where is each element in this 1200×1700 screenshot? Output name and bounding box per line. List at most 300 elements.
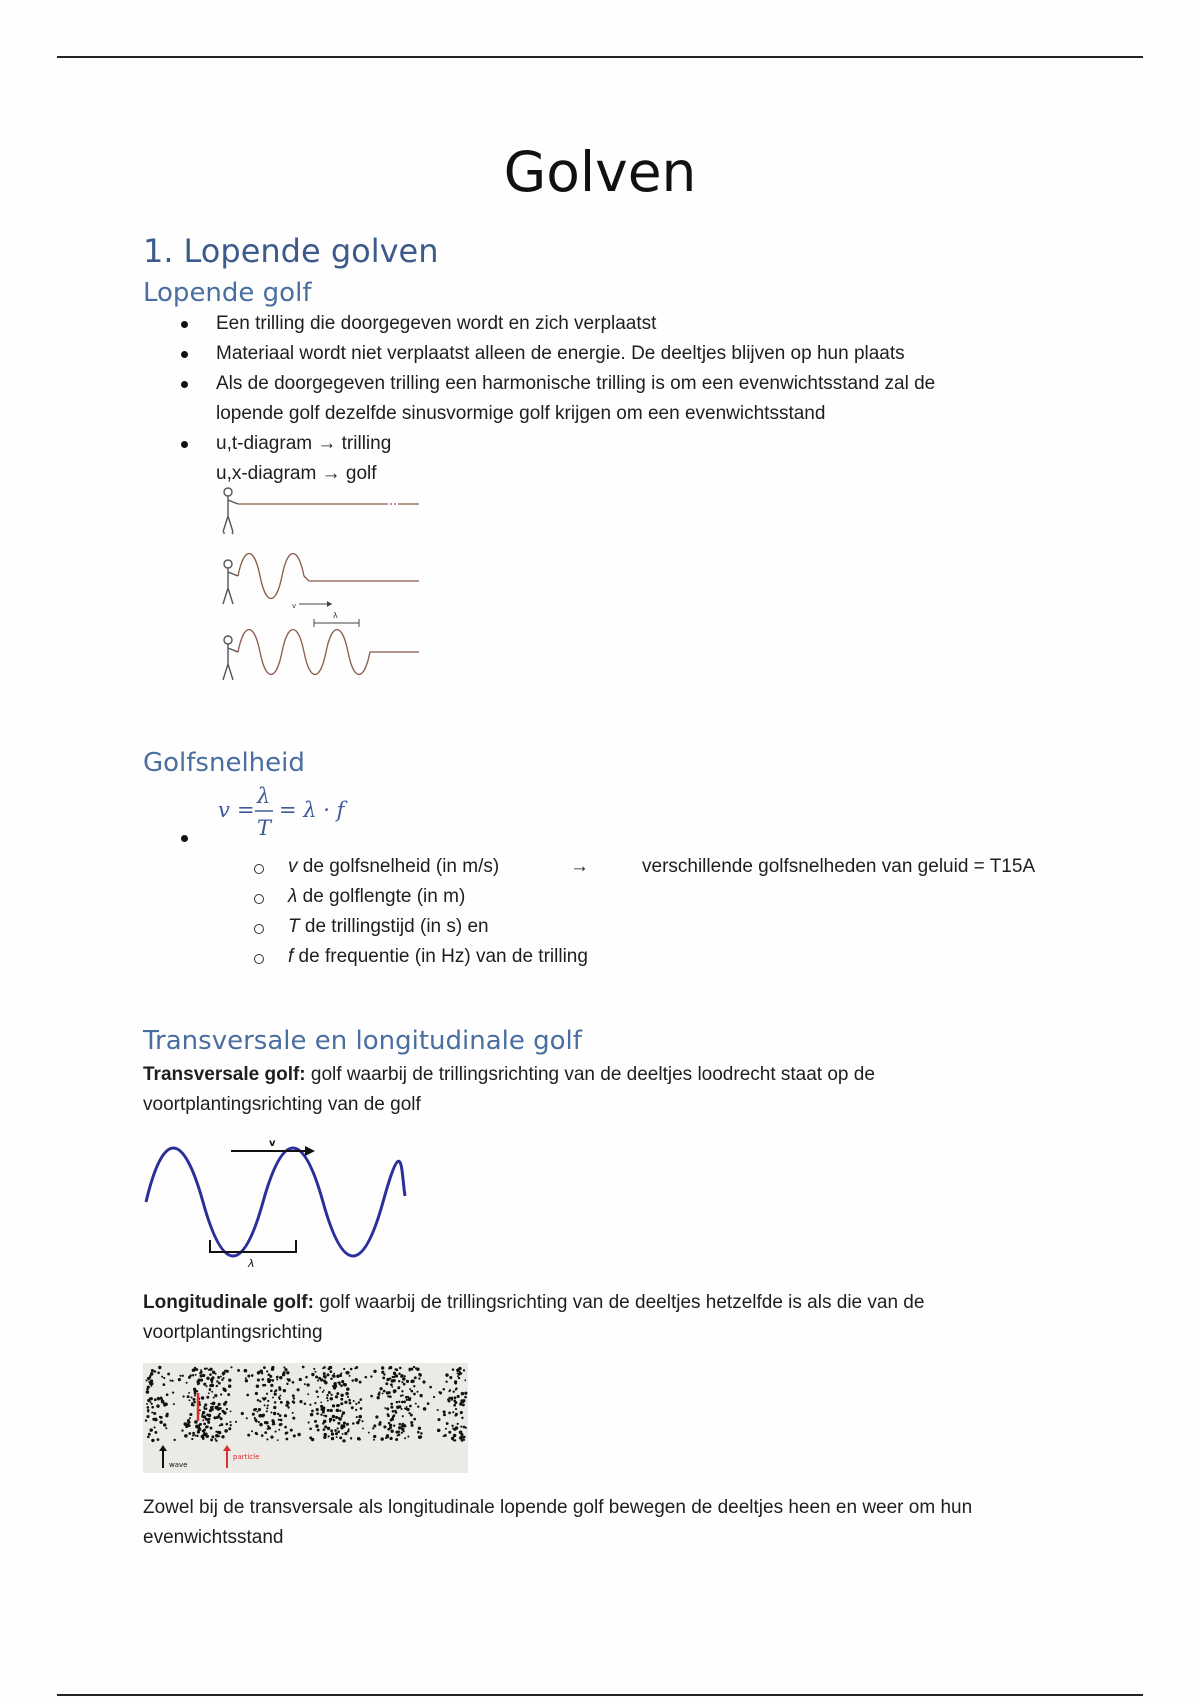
- particle-dot: [309, 1427, 312, 1430]
- particle-dot: [352, 1422, 355, 1425]
- particle-dot: [443, 1410, 446, 1413]
- particle-dot: [257, 1399, 260, 1402]
- particle-dot: [207, 1421, 210, 1424]
- particle-dot: [341, 1380, 344, 1383]
- particle-dot: [337, 1404, 340, 1407]
- list-item: f de frequentie (in Hz) van de trilling: [250, 942, 1150, 972]
- particle-dot: [323, 1366, 326, 1369]
- particle-dot: [445, 1373, 448, 1376]
- particle-dot: [340, 1394, 343, 1397]
- particle-dot: [287, 1378, 290, 1381]
- particle-dot: [337, 1427, 339, 1429]
- particle-dot: [310, 1413, 314, 1417]
- particle-dot: [202, 1419, 204, 1421]
- particle-dot: [323, 1433, 326, 1436]
- particle-dot: [459, 1431, 463, 1435]
- particle-dot: [454, 1396, 457, 1399]
- particle-dot: [327, 1427, 330, 1430]
- particle-dot: [290, 1429, 293, 1432]
- particle-dot: [372, 1427, 374, 1429]
- particle-dot: [278, 1429, 280, 1431]
- particle-dot: [329, 1366, 332, 1369]
- particle-dot: [292, 1381, 295, 1384]
- particle-dot: [146, 1415, 149, 1418]
- particle-dot: [147, 1436, 150, 1439]
- particle-dot: [356, 1421, 360, 1425]
- particle-dot: [324, 1381, 327, 1384]
- particle-dot: [419, 1435, 422, 1438]
- particle-dot: [196, 1435, 198, 1437]
- particle-dot: [311, 1373, 314, 1376]
- formula-v: v: [218, 798, 230, 822]
- list-item: T de trillingstijd (in s) en: [250, 912, 1150, 942]
- particle-dot: [182, 1395, 184, 1397]
- particle-dot: [392, 1410, 395, 1413]
- particle-dot: [437, 1418, 440, 1421]
- particle-dot: [377, 1393, 380, 1396]
- particle-dot: [391, 1386, 393, 1388]
- particle-dot: [297, 1433, 301, 1437]
- particle-dot: [256, 1385, 259, 1388]
- particle-dot: [258, 1421, 260, 1423]
- particle-dot: [326, 1373, 329, 1376]
- particle-dot: [336, 1375, 339, 1378]
- particle-dot: [404, 1375, 406, 1377]
- particle-dot: [210, 1438, 213, 1441]
- particle-dot: [148, 1433, 151, 1436]
- particle-dot: [246, 1417, 248, 1419]
- particle-dot: [264, 1421, 267, 1424]
- particle-dot: [220, 1423, 223, 1426]
- conclusion-paragraph: Zowel bij de transversale als longitudinale lopende golf bewegen de deeltjes heen en weer om hun evenwichtsstand: [143, 1497, 973, 1548]
- particle-dot: [390, 1406, 393, 1409]
- particle-dot: [279, 1398, 281, 1400]
- particle-dot: [393, 1414, 396, 1417]
- particle-dot: [187, 1395, 190, 1398]
- particle-dot: [327, 1400, 329, 1402]
- particle-dot: [208, 1414, 212, 1418]
- particle-dot: [264, 1384, 267, 1387]
- particle-dot: [327, 1409, 330, 1412]
- particle-dot: [398, 1380, 400, 1382]
- particle-dot: [279, 1395, 281, 1397]
- particle-dot: [224, 1429, 228, 1433]
- particle-dot: [216, 1385, 218, 1387]
- footer-rule: [57, 1694, 1143, 1696]
- particle-dot: [306, 1383, 309, 1386]
- particle-dot: [373, 1370, 376, 1373]
- particle-dot: [402, 1430, 404, 1432]
- particle-dot: [270, 1390, 273, 1393]
- person-icon: [223, 560, 238, 604]
- particle-dot: [154, 1431, 157, 1434]
- particle-dot: [215, 1373, 217, 1375]
- particle-dot: [323, 1389, 325, 1391]
- particle-dot: [350, 1368, 353, 1371]
- particle-dot: [358, 1415, 362, 1419]
- particle-dot: [330, 1370, 333, 1373]
- particle-dot: [351, 1379, 353, 1381]
- particle-dot: [254, 1419, 257, 1422]
- particle-dot: [332, 1385, 335, 1388]
- particle-dot: [146, 1379, 148, 1381]
- particle-dot: [149, 1428, 152, 1431]
- particle-dot: [221, 1435, 224, 1438]
- particle-dot: [292, 1400, 295, 1403]
- particle-dot: [218, 1414, 220, 1416]
- particle-dot: [226, 1370, 229, 1373]
- formula-rhs: = λ · f: [279, 798, 345, 822]
- particle-dot: [157, 1398, 159, 1400]
- particle-dot: [370, 1395, 373, 1398]
- particle-dot: [349, 1375, 351, 1377]
- particle-dot: [154, 1418, 158, 1422]
- lopende-golf-bullets: [175, 309, 1055, 489]
- particle-dot: [439, 1391, 442, 1394]
- particle-dot: [159, 1420, 162, 1423]
- particle-dot: [332, 1404, 335, 1407]
- particle-dot: [350, 1437, 352, 1439]
- particle-dot: [408, 1368, 410, 1370]
- particle-dot: [382, 1392, 384, 1394]
- particle-dot: [336, 1409, 340, 1413]
- particle-dot: [163, 1377, 165, 1379]
- particle-dot: [400, 1395, 402, 1397]
- particle-dot: [208, 1418, 210, 1420]
- particle-dot: [402, 1415, 404, 1417]
- particle-dot: [418, 1377, 420, 1379]
- list-item: Als de doorgegeven trilling een harmonische trilling is om een evenwichtsstand zal de lopende golf dezelfde sinusvormige golf krijgen om een evenwichtsstand: [175, 369, 986, 429]
- particle-dot: [383, 1425, 386, 1428]
- particle-dot: [214, 1394, 217, 1397]
- particle-dot: [167, 1373, 170, 1376]
- particle-dot: [355, 1366, 358, 1369]
- particle-dot: [463, 1369, 465, 1371]
- transversale-definition: Transversale golf: golf waarbij de trillingsrichting van de deeltjes loodrecht staat op de voortplantingsrichting van de golf: [143, 1064, 875, 1115]
- particle-dot: [163, 1383, 166, 1386]
- particle-dot: [335, 1395, 338, 1398]
- particle-dot: [401, 1432, 403, 1434]
- particle-dot: [266, 1370, 268, 1372]
- particle-dot: [150, 1401, 152, 1403]
- particle-dot: [255, 1392, 258, 1395]
- particle-dot: [151, 1369, 154, 1372]
- particle-dot: [346, 1371, 350, 1375]
- particle-dot: [178, 1378, 181, 1381]
- particle-dot: [299, 1400, 302, 1403]
- particle-dot: [259, 1423, 263, 1427]
- particle-dot: [410, 1414, 413, 1417]
- particle-dot: [190, 1396, 192, 1398]
- particle-dot: [457, 1372, 459, 1374]
- particle-dot: [220, 1417, 223, 1420]
- particle-dot: [149, 1397, 152, 1400]
- particle-dot: [415, 1367, 417, 1369]
- particle-dot: [386, 1391, 389, 1394]
- note-text: verschillende golfsnelheden van geluid = T15A: [642, 856, 1036, 877]
- particle-dot: [209, 1384, 212, 1387]
- particle-dot: [217, 1376, 220, 1379]
- particle-dot: [154, 1426, 156, 1428]
- particle-dot: [279, 1376, 282, 1379]
- particle-dot: [461, 1392, 465, 1396]
- particle-dot: [149, 1376, 151, 1378]
- particle-dot: [315, 1424, 318, 1427]
- particle-dot: [340, 1384, 343, 1387]
- list-item: Een trilling die doorgegeven wordt en zich verplaatst: [175, 309, 1055, 339]
- particle-dot: [216, 1380, 218, 1382]
- transverse-label-lambda: λ: [248, 1257, 255, 1270]
- particle-dot: [286, 1438, 289, 1441]
- bullet-icon: [181, 441, 188, 448]
- particle-dot: [448, 1391, 450, 1393]
- particle-dot: [267, 1404, 269, 1406]
- particle-dot: [341, 1415, 343, 1417]
- particle-dot: [389, 1366, 392, 1369]
- particle-dot: [251, 1430, 253, 1432]
- particle-dot: [266, 1407, 268, 1409]
- particle-dot: [445, 1428, 447, 1430]
- particle-dot: [203, 1415, 206, 1418]
- particle-dot: [261, 1378, 264, 1381]
- particle-dot: [448, 1431, 451, 1434]
- particle-dot: [223, 1388, 227, 1392]
- particle-dot: [347, 1430, 350, 1433]
- particle-dot: [211, 1381, 213, 1383]
- particle-dot: [277, 1413, 279, 1415]
- particle-dot: [365, 1376, 368, 1379]
- particle-dot: [344, 1432, 347, 1435]
- particle-dot: [159, 1416, 161, 1418]
- particle-dot: [189, 1399, 191, 1401]
- particle-dot: [405, 1396, 408, 1399]
- particle-dot: [308, 1421, 310, 1423]
- particle-dot: [348, 1428, 350, 1430]
- particle-dot: [200, 1369, 202, 1371]
- particle-dot: [464, 1379, 466, 1381]
- particle-dot: [297, 1388, 300, 1391]
- particle-dot: [184, 1422, 188, 1426]
- particle-dot: [343, 1383, 346, 1386]
- particle-dot: [449, 1397, 451, 1399]
- particle-dot: [452, 1411, 454, 1413]
- particle-dot: [323, 1420, 327, 1424]
- particle-dot: [429, 1386, 432, 1389]
- particle-dot: [331, 1437, 334, 1440]
- particle-dot: [215, 1440, 217, 1442]
- particle-dot: [358, 1401, 360, 1403]
- particle-dot: [406, 1406, 408, 1408]
- rope-wave-2: [238, 630, 419, 675]
- particle-dot: [145, 1419, 147, 1421]
- particle-dot: [219, 1407, 222, 1410]
- particle-dot: [360, 1407, 363, 1410]
- particle-dot: [215, 1431, 217, 1433]
- particle-dot: [223, 1402, 226, 1405]
- figure-label-lambda: λ: [333, 611, 338, 620]
- particle-dot: [398, 1401, 400, 1403]
- particle-dot: [401, 1381, 403, 1383]
- particle-dot: [335, 1432, 338, 1435]
- particle-dot: [417, 1431, 420, 1434]
- particle-dot: [330, 1409, 333, 1412]
- heading-lopende-golf: Lopende golf: [143, 278, 312, 308]
- particle-dot: [409, 1405, 412, 1408]
- particle-dot: [343, 1368, 345, 1370]
- particle-dot: [313, 1368, 315, 1370]
- particle-dot: [284, 1368, 287, 1371]
- particle-dot: [189, 1417, 191, 1419]
- particle-dot: [453, 1404, 456, 1407]
- particle-dot: [322, 1391, 324, 1393]
- particle-dot: [463, 1439, 465, 1441]
- particle-dot: [204, 1403, 207, 1406]
- particle-dot: [203, 1428, 206, 1431]
- rope-wave-1: [238, 554, 419, 599]
- particle-dot: [280, 1419, 283, 1422]
- section-heading-1: [143, 232, 439, 270]
- formula-svg: [215, 785, 435, 845]
- particle-dot: [397, 1387, 399, 1389]
- particle-dot: [399, 1423, 402, 1426]
- particle-dot: [330, 1394, 332, 1396]
- particle-dot: [309, 1404, 311, 1406]
- particle-dot: [339, 1410, 341, 1412]
- particle-dot: [293, 1434, 296, 1437]
- particle-dot: [277, 1439, 279, 1441]
- particle-dot: [209, 1373, 212, 1376]
- particle-dot: [384, 1407, 386, 1409]
- particle-dot: [286, 1371, 289, 1374]
- particle-dot: [353, 1400, 355, 1402]
- particle-dot: [383, 1390, 386, 1393]
- particle-dot: [230, 1411, 232, 1413]
- particle-dot: [257, 1371, 260, 1374]
- particle-dot: [455, 1408, 457, 1410]
- formula: [175, 785, 475, 845]
- particle-dot: [292, 1412, 294, 1414]
- particle-dot: [404, 1437, 406, 1439]
- particle-dot: [355, 1403, 357, 1405]
- particle-dot: [273, 1406, 276, 1409]
- particle-dot: [373, 1439, 375, 1441]
- particle-dot: [304, 1403, 307, 1406]
- particle-dot: [210, 1427, 213, 1430]
- particle-dot: [345, 1392, 349, 1396]
- particle-dot: [359, 1381, 362, 1384]
- particle-dot: [283, 1371, 286, 1374]
- transverse-label-v: v: [269, 1138, 276, 1149]
- particle-dot: [274, 1392, 277, 1395]
- particle-dot: [316, 1408, 319, 1411]
- particle-dot: [193, 1388, 196, 1391]
- longitudinale-definition: Longitudinale golf: golf waarbij de trillingsrichting van de deeltjes hetzelfde is als die van de voortplantingsrichting: [143, 1292, 925, 1343]
- particle-dot: [200, 1371, 203, 1374]
- circle-bullet-icon: [254, 894, 264, 904]
- particle-dot: [228, 1379, 231, 1382]
- particle-dot: [211, 1376, 214, 1379]
- particle-dot: [451, 1425, 453, 1427]
- particle-dot: [283, 1366, 285, 1368]
- particle-dot: [284, 1414, 287, 1417]
- particle-dot: [328, 1391, 331, 1394]
- particle-dot: [266, 1438, 268, 1440]
- particle-dot: [194, 1392, 197, 1395]
- list-item: Materiaal wordt niet verplaatst alleen de energie. De deeltjes blijven op hun plaats: [175, 339, 1055, 369]
- particle-dot: [179, 1375, 181, 1377]
- particle-dot: [398, 1433, 401, 1436]
- particle-dot: [392, 1376, 394, 1378]
- particle-dot: [342, 1433, 344, 1435]
- particle-dot: [344, 1401, 347, 1404]
- particle-dot: [380, 1437, 383, 1440]
- particle-dot: [292, 1417, 295, 1420]
- particle-dot: [401, 1390, 403, 1392]
- particle-dot: [325, 1415, 328, 1418]
- formula-lambda: λ: [257, 785, 271, 808]
- particle-dot: [293, 1397, 296, 1400]
- bullet-icon: [181, 381, 188, 388]
- particle-dot: [390, 1419, 393, 1422]
- particle-dot: [210, 1406, 213, 1409]
- particle-dot: [209, 1368, 212, 1371]
- particle-dot: [220, 1393, 222, 1395]
- particle-dot: [317, 1429, 320, 1432]
- particle-dot: [342, 1439, 345, 1442]
- particle-dot: [454, 1439, 456, 1441]
- particle-dot: [453, 1434, 457, 1438]
- circle-bullet-icon: [254, 924, 264, 934]
- particle-dot: [398, 1373, 401, 1376]
- longitudinal-label-wave: wave: [169, 1461, 188, 1469]
- particle-dot: [227, 1393, 230, 1396]
- particle-dot: [390, 1403, 393, 1406]
- particle-dot: [393, 1389, 396, 1392]
- particle-dot: [200, 1378, 203, 1381]
- particle-dot: [165, 1414, 168, 1417]
- particle-dot: [218, 1382, 221, 1385]
- particle-dot: [204, 1408, 206, 1410]
- particle-dot: [266, 1393, 268, 1395]
- particle-dot: [330, 1378, 333, 1381]
- particle-dot: [406, 1399, 408, 1401]
- particle-dot: [266, 1410, 268, 1412]
- particle-dot: [379, 1387, 382, 1390]
- particle-dot: [346, 1387, 350, 1391]
- particle-dot: [334, 1429, 337, 1432]
- particle-dot: [448, 1412, 451, 1415]
- particle-dot: [216, 1405, 218, 1407]
- particle-dot: [150, 1372, 154, 1376]
- particle-dot: [454, 1382, 457, 1385]
- particle-dot: [279, 1414, 282, 1417]
- particle-dot: [433, 1396, 435, 1398]
- particle-dot: [202, 1374, 205, 1377]
- particle-dot: [283, 1389, 286, 1392]
- particle-dot: [166, 1393, 169, 1396]
- particle-dot: [317, 1380, 319, 1382]
- particle-dot: [394, 1410, 397, 1413]
- particle-dot: [387, 1415, 390, 1418]
- particle-dot: [165, 1427, 167, 1429]
- particle-dot: [324, 1425, 327, 1428]
- particle-dot: [399, 1367, 402, 1370]
- particle-dot: [410, 1421, 413, 1424]
- particle-dot: [284, 1426, 287, 1429]
- particle-dot: [455, 1387, 457, 1389]
- particle-dot: [245, 1379, 248, 1382]
- particle-dot: [386, 1378, 389, 1381]
